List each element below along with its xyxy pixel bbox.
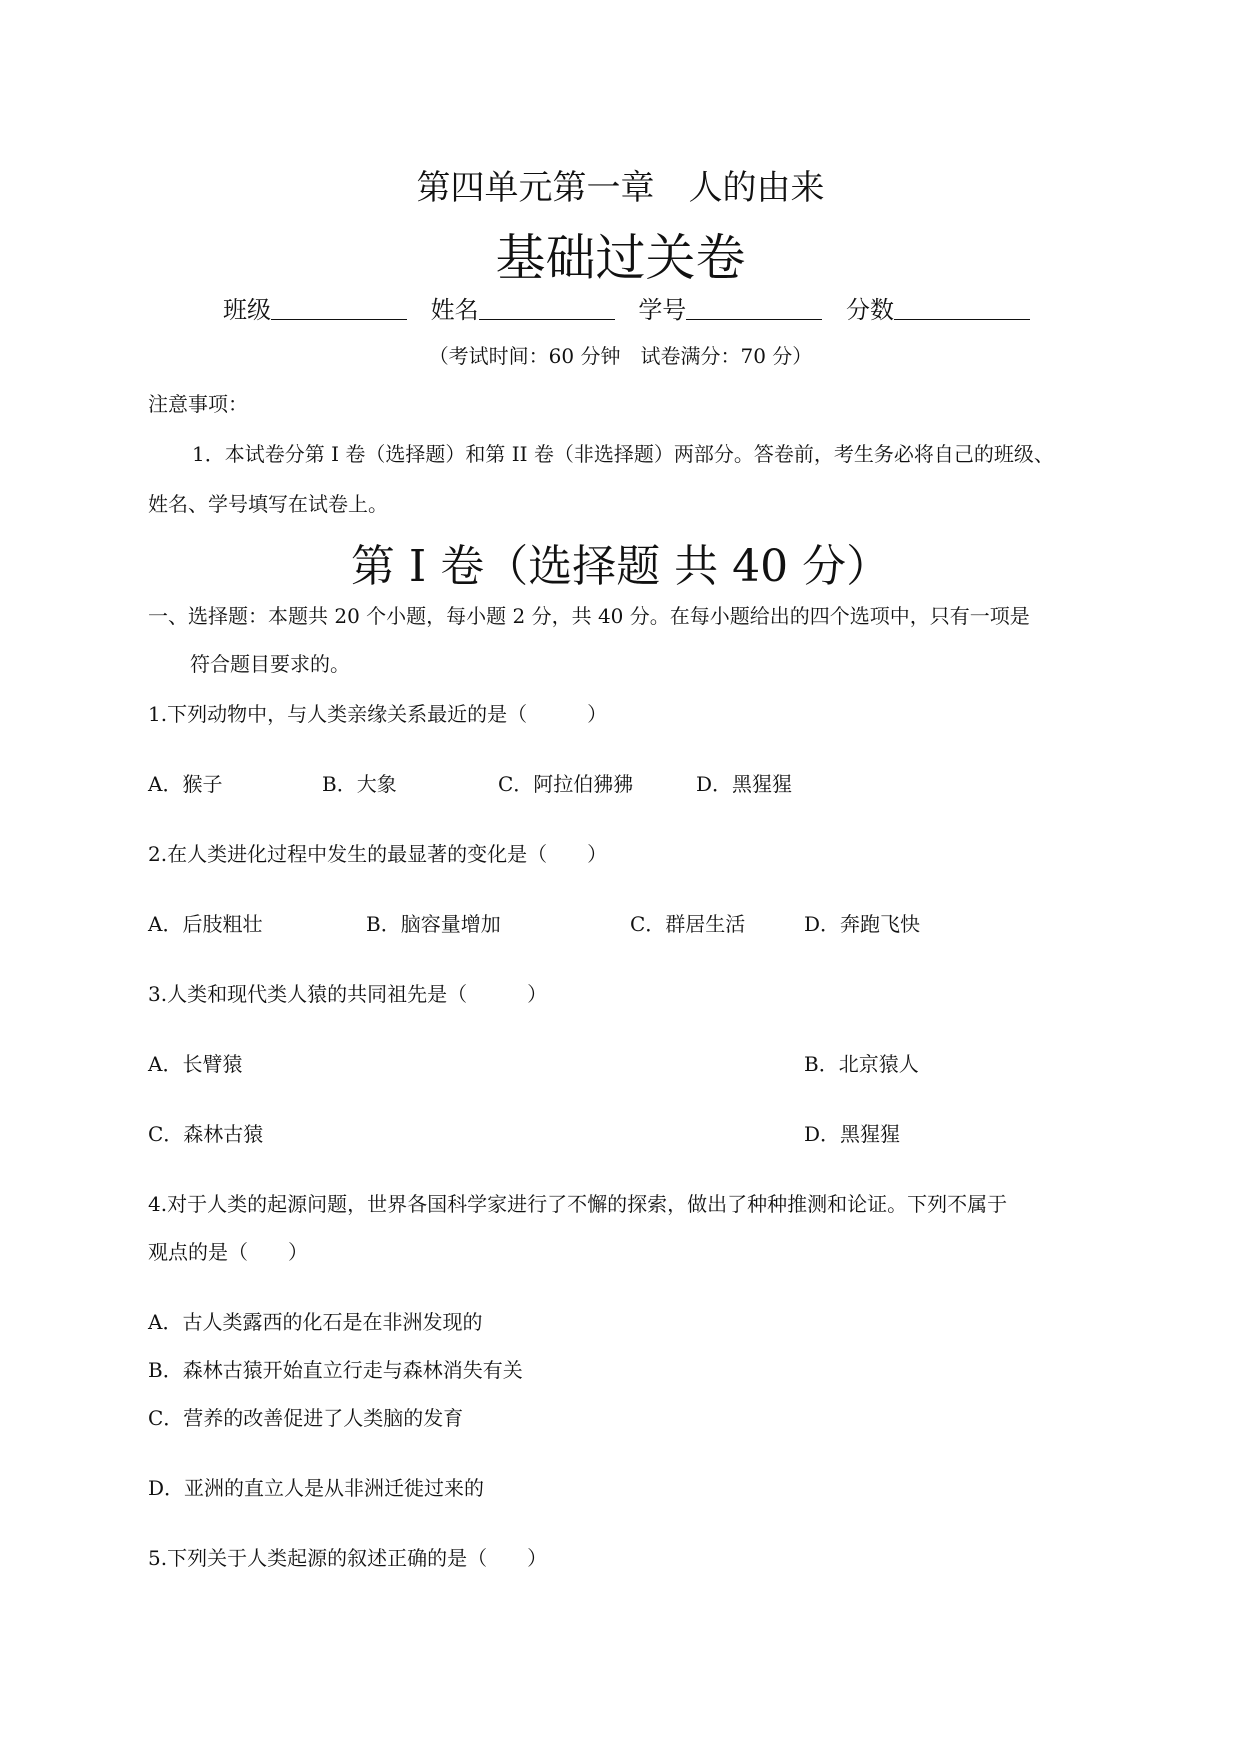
name-blank[interactable] (479, 297, 615, 320)
question-1-option-d[interactable]: D．黑猩猩 (696, 772, 793, 796)
question-3-option-c[interactable]: C．森林古猿 (148, 1122, 264, 1146)
question-1-option-a[interactable]: A．猴子 (148, 772, 223, 796)
page-title: 第四单元第一章 人的由来 (416, 168, 825, 208)
question-1-option-c[interactable]: C．阿拉伯狒狒 (498, 772, 634, 796)
question-1-option-b[interactable]: B．大象 (322, 772, 397, 796)
question-3-option-d[interactable]: D．黑猩猩 (804, 1122, 901, 1146)
notice-line-2: 姓名、学号填写在试卷上。 (148, 492, 388, 516)
question-1-stem: 1.下列动物中，与人类亲缘关系最近的是（ ） (148, 702, 608, 726)
name-label: 姓名 (430, 296, 479, 324)
section-title: 第 I 卷（选择题 共 40 分） (350, 541, 891, 592)
section-instruction-1: 一、选择题：本题共 20 个小题，每小题 2 分，共 40 分。在每小题给出的四个选项中，只有一项是 (148, 604, 1030, 628)
question-2-stem: 2.在人类进化过程中发生的最显著的变化是（ ） (148, 842, 608, 866)
section-instruction-2: 符合题目要求的。 (190, 652, 350, 676)
notice-heading: 注意事项： (148, 392, 248, 416)
question-4-option-d[interactable]: D．亚洲的直立人是从非洲迁徙过来的 (148, 1476, 485, 1500)
notice-line-1: 1．本试卷分第 I 卷（选择题）和第 II 卷（非选择题）两部分。答卷前，考生务必将自己的班级、 (192, 442, 1054, 466)
question-2-option-c[interactable]: C．群居生活 (630, 912, 746, 936)
question-2-option-a[interactable]: A．后肢粗壮 (148, 912, 263, 936)
question-4-option-b[interactable]: B．森林古猿开始直立行走与森林消失有关 (148, 1358, 523, 1382)
page-subtitle: 基础过关卷 (495, 229, 746, 287)
student-id-blank[interactable] (686, 297, 822, 320)
question-3-option-a[interactable]: A．长臂猿 (148, 1052, 243, 1076)
question-4-stem-line-1: 4.对于人类的起源问题，世界各国科学家进行了不懈的探索，做出了种种推测和论证。下列不属于 (148, 1192, 1008, 1216)
score-label: 分数 (845, 296, 894, 324)
question-3-option-b[interactable]: B．北京猿人 (804, 1052, 919, 1076)
question-4-stem-line-2: 观点的是（ ） (148, 1240, 308, 1264)
class-blank[interactable] (271, 297, 407, 320)
score-blank[interactable] (894, 297, 1030, 320)
question-5-stem: 5.下列关于人类起源的叙述正确的是（ ） (148, 1546, 548, 1570)
student-info-row (0, 290, 1241, 325)
student-id-label: 学号 (638, 296, 687, 324)
exam-time-info: （考试时间：60 分钟 试卷满分：70 分） (428, 344, 813, 368)
question-4-option-c[interactable]: C．营养的改善促进了人类脑的发育 (148, 1406, 464, 1430)
question-2-option-d[interactable]: D．奔跑飞快 (804, 912, 921, 936)
class-label: 班级 (223, 296, 272, 324)
question-3-stem: 3.人类和现代类人猿的共同祖先是（ ） (148, 982, 548, 1006)
question-2-option-b[interactable]: B．脑容量增加 (366, 912, 501, 936)
question-4-option-a[interactable]: A．古人类露西的化石是在非洲发现的 (148, 1310, 483, 1334)
